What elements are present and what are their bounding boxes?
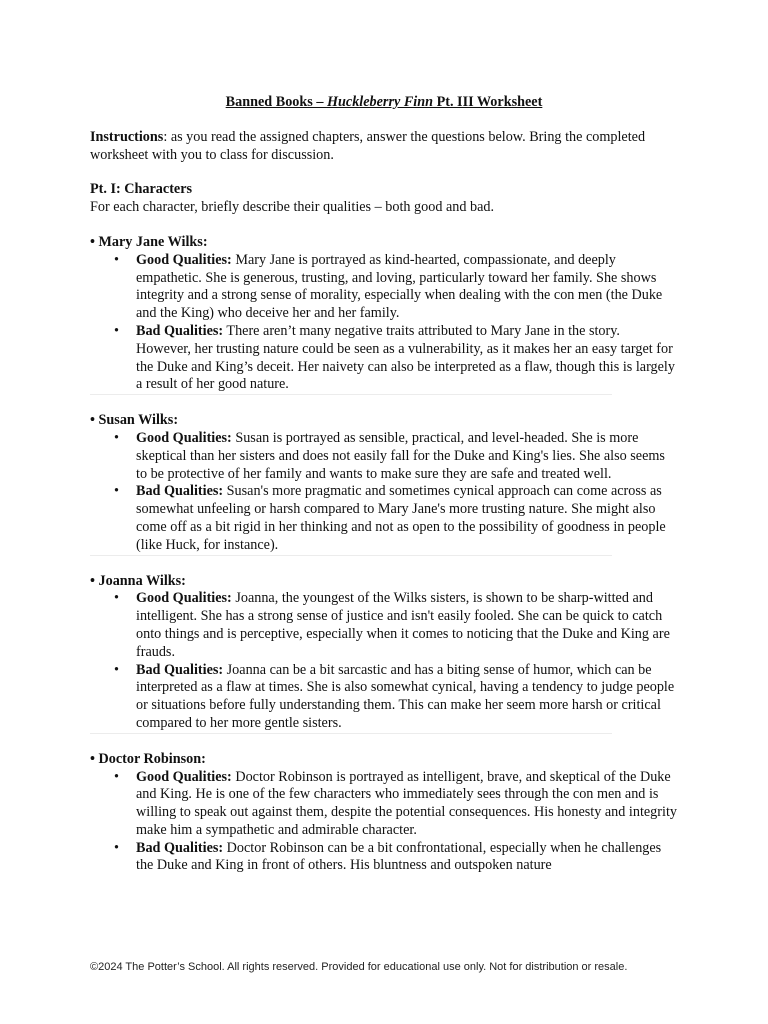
bad-qualities-text: Susan's more pragmatic and sometimes cynical approach can come across as somewhat unfeeling or harsh compared to Mary Jane's more trusting nature. She might also come off as a bit rigid in her thinking and not as open to the possibility of goodness in people (like Huck, for instance). xyxy=(136,483,666,553)
worksheet-title xyxy=(90,94,678,112)
character-block-doctor-robinson xyxy=(90,751,678,876)
good-qualities-text: Mary Jane is portrayed as kind-hearted, compassionate, and deeply empathetic. She is generous, trusting, and loving, particularly toward her family. She shows integrity and a strong sense of morality, especially when dealing with the con men (the Duke and the King) who deceive her and her family. xyxy=(136,251,663,322)
qualities-list xyxy=(90,769,678,876)
qualities-list xyxy=(90,252,678,394)
bad-qualities-label: Bad Qualities: xyxy=(136,839,224,856)
title-prefix: Banned Books – xyxy=(225,94,327,110)
qualities-list xyxy=(90,590,678,732)
good-qualities-text: Susan is portrayed as sensible, practical, and level-headed. She is more skeptical than her sisters and does not easily fall for the Duke and King's lies. She also seems to be protective of her family and wants to make sure they are safe and treated well. xyxy=(136,429,665,482)
bad-qualities-item xyxy=(136,662,678,733)
title-suffix: Pt. III Worksheet xyxy=(433,94,543,110)
good-qualities-label: Good Qualities: xyxy=(136,768,232,785)
instructions xyxy=(90,129,678,165)
section-description: For each character, briefly describe their qualities – both good and bad. xyxy=(90,199,495,216)
bad-qualities-item xyxy=(136,483,678,554)
good-qualities-label: Good Qualities: xyxy=(136,590,232,607)
copyright-footer: ©2024 The Potter’s School. All rights reserved. Provided for educational use only. Not for distribution or resale. xyxy=(90,961,628,973)
bad-qualities-label: Bad Qualities: xyxy=(136,661,224,678)
character-block-joanna xyxy=(90,573,678,733)
bad-qualities-text: Doctor Robinson can be a bit confrontational, especially when he challenges the Duke and King in front of others. His bluntness and outspoken nature xyxy=(136,839,662,874)
divider xyxy=(90,555,612,556)
bad-qualities-label: Bad Qualities: xyxy=(136,322,224,339)
instructions-label: Instructions xyxy=(90,128,164,145)
bad-qualities-label: Bad Qualities: xyxy=(136,483,224,500)
bad-qualities-text: There aren’t many negative traits attributed to Mary Jane in the story. However, her trusting nature could be seen as a vulnerability, as it makes her an easy target for the Duke and King’s deceit. Her naivety can also be interpreted as a flaw, though this is largely a result of her good nature. xyxy=(136,322,675,393)
good-qualities-label: Good Qualities: xyxy=(136,429,232,446)
title-book: Huckleberry Finn xyxy=(326,94,434,110)
good-qualities-text: Doctor Robinson is portrayed as intelligent, brave, and skeptical of the Duke and King. He is one of the few characters who immediately sees through the con men and is willing to speak out against them, despite the potential consequences. His honesty and integrity make him a sympathetic and admirable character. xyxy=(136,768,677,838)
character-block-susan xyxy=(90,412,678,554)
character-name: • Joanna Wilks: xyxy=(90,572,186,589)
good-qualities-text: Joanna, the youngest of the Wilks sisters, is shown to be sharp-witted and intelligent. She has a strong sense of justice and isn't easily fooled. She can be quick to catch onto things and is perceptive, especially when it comes to noticing that the Duke and King are frauds. xyxy=(136,590,670,660)
instructions-text: : as you read the assigned chapters, answer the questions below. Bring the completed worksheet with you to class for discussion. xyxy=(90,128,646,163)
character-name: • Mary Jane Wilks: xyxy=(90,233,208,250)
divider xyxy=(90,733,612,734)
section-heading: Pt. I: Characters xyxy=(90,181,193,198)
good-qualities-item xyxy=(136,590,678,661)
character-name: • Susan Wilks: xyxy=(90,412,179,429)
bad-qualities-item xyxy=(136,323,678,394)
good-qualities-label: Good Qualities: xyxy=(136,251,232,268)
good-qualities-item xyxy=(136,430,678,483)
good-qualities-item xyxy=(136,252,678,323)
qualities-list xyxy=(90,430,678,555)
divider xyxy=(90,394,612,395)
character-name: • Doctor Robinson: xyxy=(90,750,206,767)
bad-qualities-item xyxy=(136,840,678,876)
good-qualities-item xyxy=(136,769,678,840)
character-block-mary-jane xyxy=(90,234,678,394)
worksheet-page xyxy=(90,94,678,875)
bad-qualities-text: Joanna can be a bit sarcastic and has a biting sense of humor, which can be interpreted as a flaw at times. She is also somewhat cynical, having a tendency to judge people or situations before fully understanding them. This can make her seem more harsh or critical compared to her more gentle sisters. xyxy=(136,661,675,731)
